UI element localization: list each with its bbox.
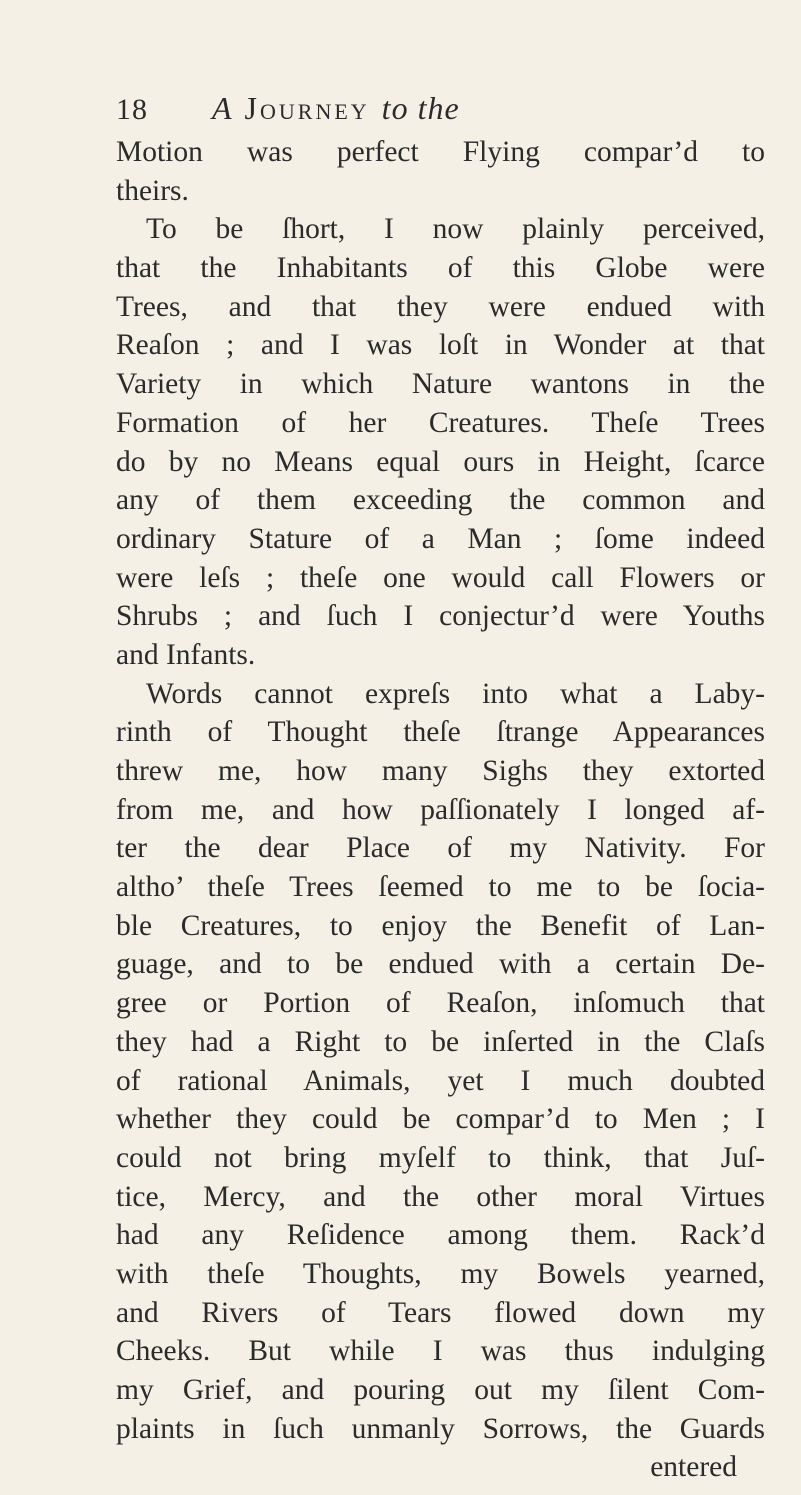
text-line: from me, and how paſſionately I longed af- [116, 793, 765, 826]
title-to-the: to the [381, 90, 460, 126]
text-line: Cheeks. But while I was thus indulging [116, 1335, 765, 1368]
page-number: 18 [116, 93, 148, 126]
text-line: Shrubs ; and ſuch I conjectur’d were Youths [116, 600, 765, 633]
body-text [116, 133, 765, 1448]
text-line: my Grief, and pouring out my ſilent Com- [116, 1374, 765, 1406]
text-line: Trees, and that they were endued with [116, 290, 765, 323]
text-line: had any Reſidence among them. Rack’d [116, 1219, 765, 1252]
text-line: and Rivers of Tears flowed down my [116, 1296, 765, 1329]
text-line: any of them exceeding the common and [116, 484, 765, 517]
text-line: ter the dear Place of my Nativity. For [116, 832, 765, 865]
text-line: Formation of her Creatures. Theſe Trees [116, 406, 765, 439]
title-journey: Journey [244, 90, 370, 126]
text-line: ble Creatures, to enjoy the Benefit of Lan- [116, 909, 765, 942]
text-line: Motion was perfect Flying compar’d to [116, 136, 765, 168]
running-title [212, 90, 460, 127]
text-line: gree or Portion of Reaſon, inſomuch that [116, 987, 765, 1020]
text-line: whether they could be compar’d to Men ; I [116, 1103, 765, 1136]
text-line: could not bring myſelf to think, that Juſ- [116, 1141, 765, 1174]
text-line: theirs. [116, 174, 189, 207]
text-line: Variety in which Nature wantons in the [116, 368, 765, 401]
text-line: tice, Mercy, and the other moral Virtues [116, 1180, 765, 1213]
catchword: entered [650, 1451, 737, 1484]
text-line: and Infants. [116, 638, 256, 671]
text-line: rinth of Thought theſe ſtrange Appearances [116, 716, 765, 749]
text-line: altho’ theſe Trees ſeemed to me to be ſocia- [116, 871, 765, 904]
text-line: that the Inhabitants of this Globe were [116, 252, 765, 285]
text-line: plaints in ſuch unmanly Sorrows, the Guards [116, 1412, 765, 1445]
text-line: Reaſon ; and I was loſt in Wonder at that [116, 329, 765, 362]
text-line: they had a Right to be inſerted in the Claſs [116, 1025, 765, 1058]
running-header [116, 90, 765, 127]
title-a: A [212, 90, 233, 126]
text-line: with theſe Thoughts, my Bowels yearned, [116, 1257, 765, 1290]
text-line: threw me, how many Sighs they extorted [116, 755, 765, 787]
text-line: do by no Means equal ours in Height, ſcarce [116, 445, 765, 478]
text-line: ordinary Stature of a Man ; ſome indeed [116, 522, 765, 555]
text-line: guage, and to be endued with a certain De- [116, 948, 765, 981]
text-line: To be ſhort, I now plainly perceived, [146, 213, 765, 246]
text-line: were leſs ; theſe one would call Flowers or [116, 561, 765, 594]
text-line: of rational Animals, yet I much doubted [116, 1064, 765, 1097]
text-line: Words cannot expreſs into what a Laby- [146, 677, 765, 710]
